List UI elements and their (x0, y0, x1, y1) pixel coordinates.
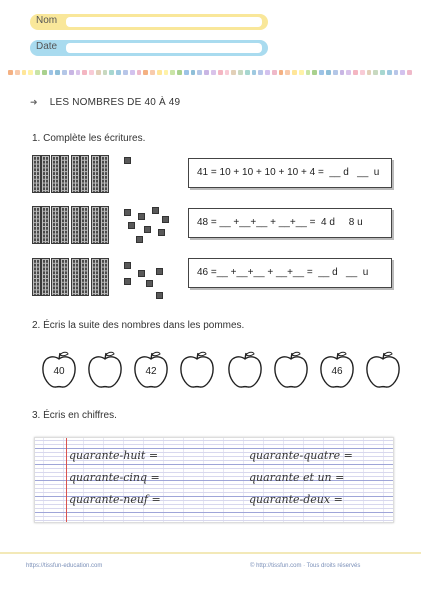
strip-dot (387, 70, 392, 75)
ten-rod (60, 206, 69, 244)
strip-dot (137, 70, 142, 75)
strip-dot (360, 70, 365, 75)
title-text: LES NOMBRES DE 40 À 49 (49, 97, 181, 108)
apple-6[interactable] (272, 350, 310, 390)
paper-line (35, 484, 393, 485)
ten-rod (91, 155, 100, 193)
ten-rod (100, 155, 109, 193)
unit-cube (124, 157, 131, 164)
number-word-left-1: quarante-huit = (69, 449, 159, 462)
apple-1[interactable] (40, 350, 78, 390)
strip-dot (299, 70, 304, 75)
paper-line (35, 520, 393, 521)
name-label: Nom (36, 15, 58, 26)
equation-1: 41 = 10 + 10 + 10 + 10 + 4 = __ d __ u (197, 167, 380, 178)
strip-dot (340, 70, 345, 75)
strip-dot (380, 70, 385, 75)
footer-divider (0, 552, 421, 554)
strip-dot (197, 70, 202, 75)
paper-line (35, 468, 393, 469)
strip-dot (42, 70, 47, 75)
strip-dot (191, 70, 196, 75)
strip-dot (265, 70, 270, 75)
ten-rod (71, 155, 80, 193)
number-word-left-3: quarante-neuf = (69, 493, 161, 506)
unit-cube (128, 222, 135, 229)
equation-2: 48 = __ +__+__ + __+__ = 4 d 8 u (197, 217, 363, 228)
apple-8[interactable] (364, 350, 402, 390)
apple-number: 46 (331, 366, 343, 377)
strip-dot (89, 70, 94, 75)
paper-line (35, 440, 393, 441)
ten-rod (60, 258, 69, 296)
apple-3[interactable] (132, 350, 170, 390)
worksheet-title (30, 97, 180, 108)
strip-dot (373, 70, 378, 75)
strip-dot (319, 70, 324, 75)
strip-dot (306, 70, 311, 75)
unit-cube (152, 207, 159, 214)
ten-rod (71, 258, 80, 296)
strip-dot (143, 70, 148, 75)
strip-dot (292, 70, 297, 75)
ten-rod (100, 206, 109, 244)
strip-dot (157, 70, 162, 75)
unit-cube (138, 270, 145, 277)
strip-dot (69, 70, 74, 75)
strip-dot (123, 70, 128, 75)
ten-rod (80, 155, 89, 193)
apple-7[interactable] (318, 350, 356, 390)
apple-icon (178, 350, 216, 390)
apple-4[interactable] (178, 350, 216, 390)
strip-dot (35, 70, 40, 75)
unit-cube (156, 268, 163, 275)
paper-line (35, 512, 393, 513)
strip-dot (82, 70, 87, 75)
strip-dot (130, 70, 135, 75)
strip-dot (333, 70, 338, 75)
exercise2-heading: 2. Écris la suite des nombres dans les pommes. (32, 320, 245, 331)
ten-rod (32, 155, 41, 193)
paper-line (35, 508, 393, 509)
strip-dot (150, 70, 155, 75)
strip-dot (400, 70, 405, 75)
unit-cube (124, 278, 131, 285)
color-strip (8, 70, 412, 75)
strip-dot (353, 70, 358, 75)
arrow-icon: ➜ (30, 97, 38, 107)
number-word-right-3: quarante-deux = (249, 493, 343, 506)
strip-dot (252, 70, 257, 75)
strip-dot (326, 70, 331, 75)
strip-dot (22, 70, 27, 75)
paper-line (35, 516, 393, 517)
strip-dot (245, 70, 250, 75)
strip-dot (204, 70, 209, 75)
strip-dot (225, 70, 230, 75)
date-input-line[interactable] (66, 43, 262, 53)
strip-dot (62, 70, 67, 75)
date-label: Date (36, 41, 58, 52)
unit-cube (146, 280, 153, 287)
unit-cube (156, 292, 163, 299)
strip-dot (15, 70, 20, 75)
ten-rod (41, 206, 50, 244)
strip-dot (272, 70, 277, 75)
strip-dot (184, 70, 189, 75)
apple-icon (226, 350, 264, 390)
strip-dot (177, 70, 182, 75)
strip-dot (238, 70, 243, 75)
number-word-right-2: quarante et un = (249, 471, 345, 484)
name-field[interactable] (30, 14, 268, 30)
paper-line (35, 464, 393, 465)
apple-number: 40 (53, 366, 65, 377)
strip-dot (258, 70, 263, 75)
strip-dot (367, 70, 372, 75)
strip-dot (285, 70, 290, 75)
ten-rod (51, 258, 60, 296)
exercise3-heading: 3. Écris en chiffres. (32, 410, 117, 421)
strip-dot (218, 70, 223, 75)
apple-icon (364, 350, 402, 390)
equation-box-3[interactable] (188, 258, 392, 288)
apple-icon (86, 350, 124, 390)
equation-box-2[interactable] (188, 208, 392, 238)
ten-rod (32, 206, 41, 244)
unit-cube (124, 209, 131, 216)
strip-dot (116, 70, 121, 75)
ten-rod (51, 155, 60, 193)
ten-rod (91, 258, 100, 296)
paper-line (35, 444, 393, 445)
unit-cube (138, 213, 145, 220)
strip-dot (49, 70, 54, 75)
strip-dot (8, 70, 13, 75)
strip-dot (170, 70, 175, 75)
apple-5[interactable] (226, 350, 264, 390)
number-word-right-1: quarante-quatre = (249, 449, 353, 462)
number-word-left-2: quarante-cinq = (69, 471, 160, 484)
strip-dot (55, 70, 60, 75)
unit-cube (124, 262, 131, 269)
strip-dot (407, 70, 412, 75)
ten-rod (80, 258, 89, 296)
ten-rod (71, 206, 80, 244)
ten-rod (91, 206, 100, 244)
strip-dot (109, 70, 114, 75)
strip-dot (279, 70, 284, 75)
ten-rod (80, 206, 89, 244)
notebook-paper (34, 437, 394, 523)
strip-dot (231, 70, 236, 75)
strip-dot (164, 70, 169, 75)
strip-dot (211, 70, 216, 75)
ten-rod (60, 155, 69, 193)
ten-rod (51, 206, 60, 244)
name-input-line[interactable] (66, 17, 262, 27)
strip-dot (76, 70, 81, 75)
footer-copyright: © http://tissfun.com · Tous droits réservés (250, 563, 361, 569)
ten-rod (41, 155, 50, 193)
equation-box-1[interactable] (188, 158, 392, 188)
ten-rod (100, 258, 109, 296)
paper-line (35, 488, 393, 489)
strip-dot (28, 70, 33, 75)
strip-dot (96, 70, 101, 75)
strip-dot (394, 70, 399, 75)
unit-cube (136, 236, 143, 243)
footer-left-link[interactable]: https://tissfun-education.com (26, 563, 103, 569)
unit-cube (158, 229, 165, 236)
date-field[interactable] (30, 40, 268, 56)
unit-cube (162, 216, 169, 223)
strip-dot (312, 70, 317, 75)
paper-margin-line (66, 438, 67, 522)
apple-2[interactable] (86, 350, 124, 390)
strip-dot (103, 70, 108, 75)
apple-number: 42 (145, 366, 157, 377)
ten-rod (32, 258, 41, 296)
ten-rod (41, 258, 50, 296)
exercise1-heading: 1. Complète les écritures. (32, 133, 146, 144)
apple-icon (272, 350, 310, 390)
strip-dot (346, 70, 351, 75)
equation-3: 46 =__ +__+__ + __+__ = __ d __ u (197, 267, 369, 278)
unit-cube (144, 226, 151, 233)
